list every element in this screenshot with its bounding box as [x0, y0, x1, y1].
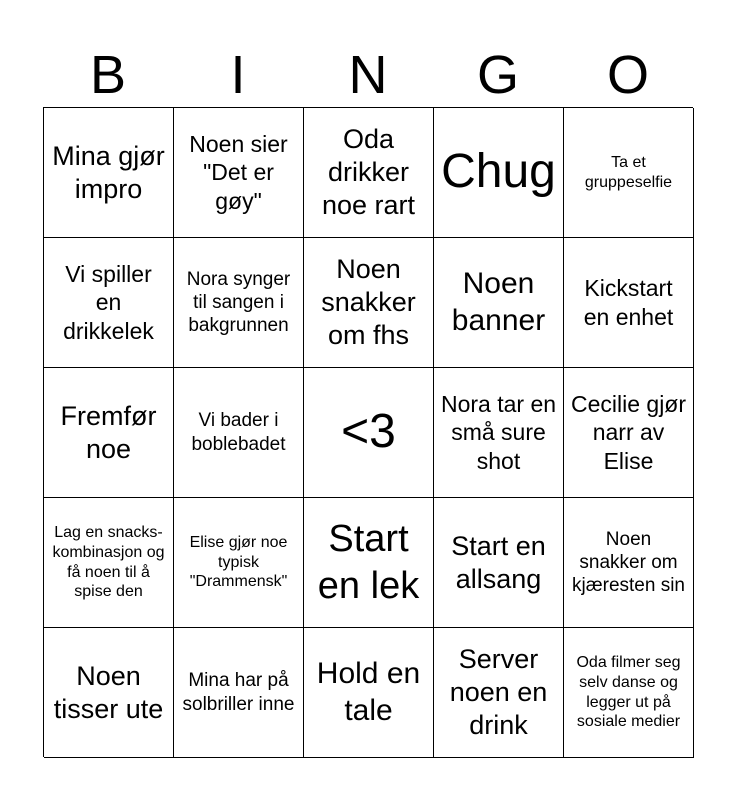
- bingo-cell-text: Ta et gruppeselfie: [584, 153, 673, 191]
- header-letter-i: I: [230, 45, 246, 105]
- bingo-header: [43, 42, 693, 108]
- bingo-cell-text: Nora synger til sangen i bakgrunnen: [186, 268, 291, 337]
- bingo-cell-text: Start en allsang: [451, 530, 546, 594]
- bingo-cell-r5-c5[interactable]: [564, 628, 694, 758]
- bingo-cell-text: Cecilie gjør narr av Elise: [570, 391, 687, 474]
- bingo-cell-r3-c3[interactable]: [304, 368, 434, 498]
- bingo-board: [43, 107, 693, 757]
- bingo-cell-text: Noen sier "Det er gøy": [189, 131, 288, 214]
- bingo-cell-r5-c2[interactable]: [174, 628, 304, 758]
- header-letter-b: B: [89, 45, 127, 105]
- bingo-cell-r1-c2[interactable]: [174, 108, 304, 238]
- bingo-cell-r3-c5[interactable]: [564, 368, 694, 498]
- bingo-cell-text: <3: [341, 405, 396, 459]
- bingo-cell-text: Oda filmer seg selv danse og legger ut på sosiale medier: [576, 654, 681, 731]
- bingo-cell-text: Oda drikker noe rart: [321, 124, 416, 220]
- bingo-cell-r3-c2[interactable]: [174, 368, 304, 498]
- bingo-cell-r2-c3[interactable]: [304, 238, 434, 368]
- bingo-cell-r4-c1[interactable]: [44, 498, 174, 628]
- bingo-cell-text: Noen snakker om fhs: [321, 254, 416, 350]
- bingo-cell-r2-c1[interactable]: [44, 238, 174, 368]
- bingo-cell-text: Lag en snacks-kombinasjon og få noen til å spise den: [52, 524, 165, 601]
- bingo-cell-r3-c4[interactable]: [434, 368, 564, 498]
- header-letter-g: G: [476, 45, 519, 105]
- bingo-cell-text: Nora tar en små sure shot: [440, 391, 557, 474]
- bingo-cell-text: Elise gjør noe typisk "Drammensk": [189, 534, 288, 591]
- bingo-cell-text: Mina gjør impro: [52, 140, 165, 204]
- bingo-cell-r4-c4[interactable]: [434, 498, 564, 628]
- bingo-cell-r1-c3[interactable]: [304, 108, 434, 238]
- bingo-cell-text: Hold en tale: [316, 656, 421, 727]
- bingo-cell-r4-c2[interactable]: [174, 498, 304, 628]
- bingo-cell-text: Vi spiller en drikkelek: [63, 261, 154, 344]
- bingo-cell-r2-c2[interactable]: [174, 238, 304, 368]
- bingo-cell-r2-c4[interactable]: [434, 238, 564, 368]
- bingo-cell-r4-c3[interactable]: [304, 498, 434, 628]
- bingo-cell-text: Mina har på solbriller inne: [182, 670, 295, 715]
- bingo-cell-r4-c5[interactable]: [564, 498, 694, 628]
- bingo-cell-r1-c5[interactable]: [564, 108, 694, 238]
- bingo-cell-r3-c1[interactable]: [44, 368, 174, 498]
- bingo-cell-text: Kickstart en enhet: [583, 275, 674, 330]
- bingo-cell-r1-c1[interactable]: [44, 108, 174, 238]
- header-letter-n: N: [348, 45, 388, 105]
- bingo-cell-r2-c5[interactable]: [564, 238, 694, 368]
- bingo-cell-text: Start en lek: [317, 518, 420, 607]
- bingo-cell-r5-c3[interactable]: [304, 628, 434, 758]
- bingo-cell-text: Noen snakker om kjæresten sin: [572, 528, 685, 597]
- bingo-cell-text: Noen tisser ute: [53, 660, 164, 724]
- header-letter-o: O: [606, 45, 649, 105]
- bingo-cell-text: Vi bader i boblebadet: [191, 410, 286, 455]
- bingo-cell-text: Fremfør noe: [60, 400, 157, 464]
- bingo-cell-text: Server noen en drink: [449, 644, 548, 740]
- bingo-cell-text: Noen banner: [451, 266, 546, 337]
- bingo-cell-r5-c4[interactable]: [434, 628, 564, 758]
- bingo-cell-r5-c1[interactable]: [44, 628, 174, 758]
- bingo-cell-r1-c4[interactable]: [434, 108, 564, 238]
- bingo-cell-text: Chug: [441, 145, 556, 199]
